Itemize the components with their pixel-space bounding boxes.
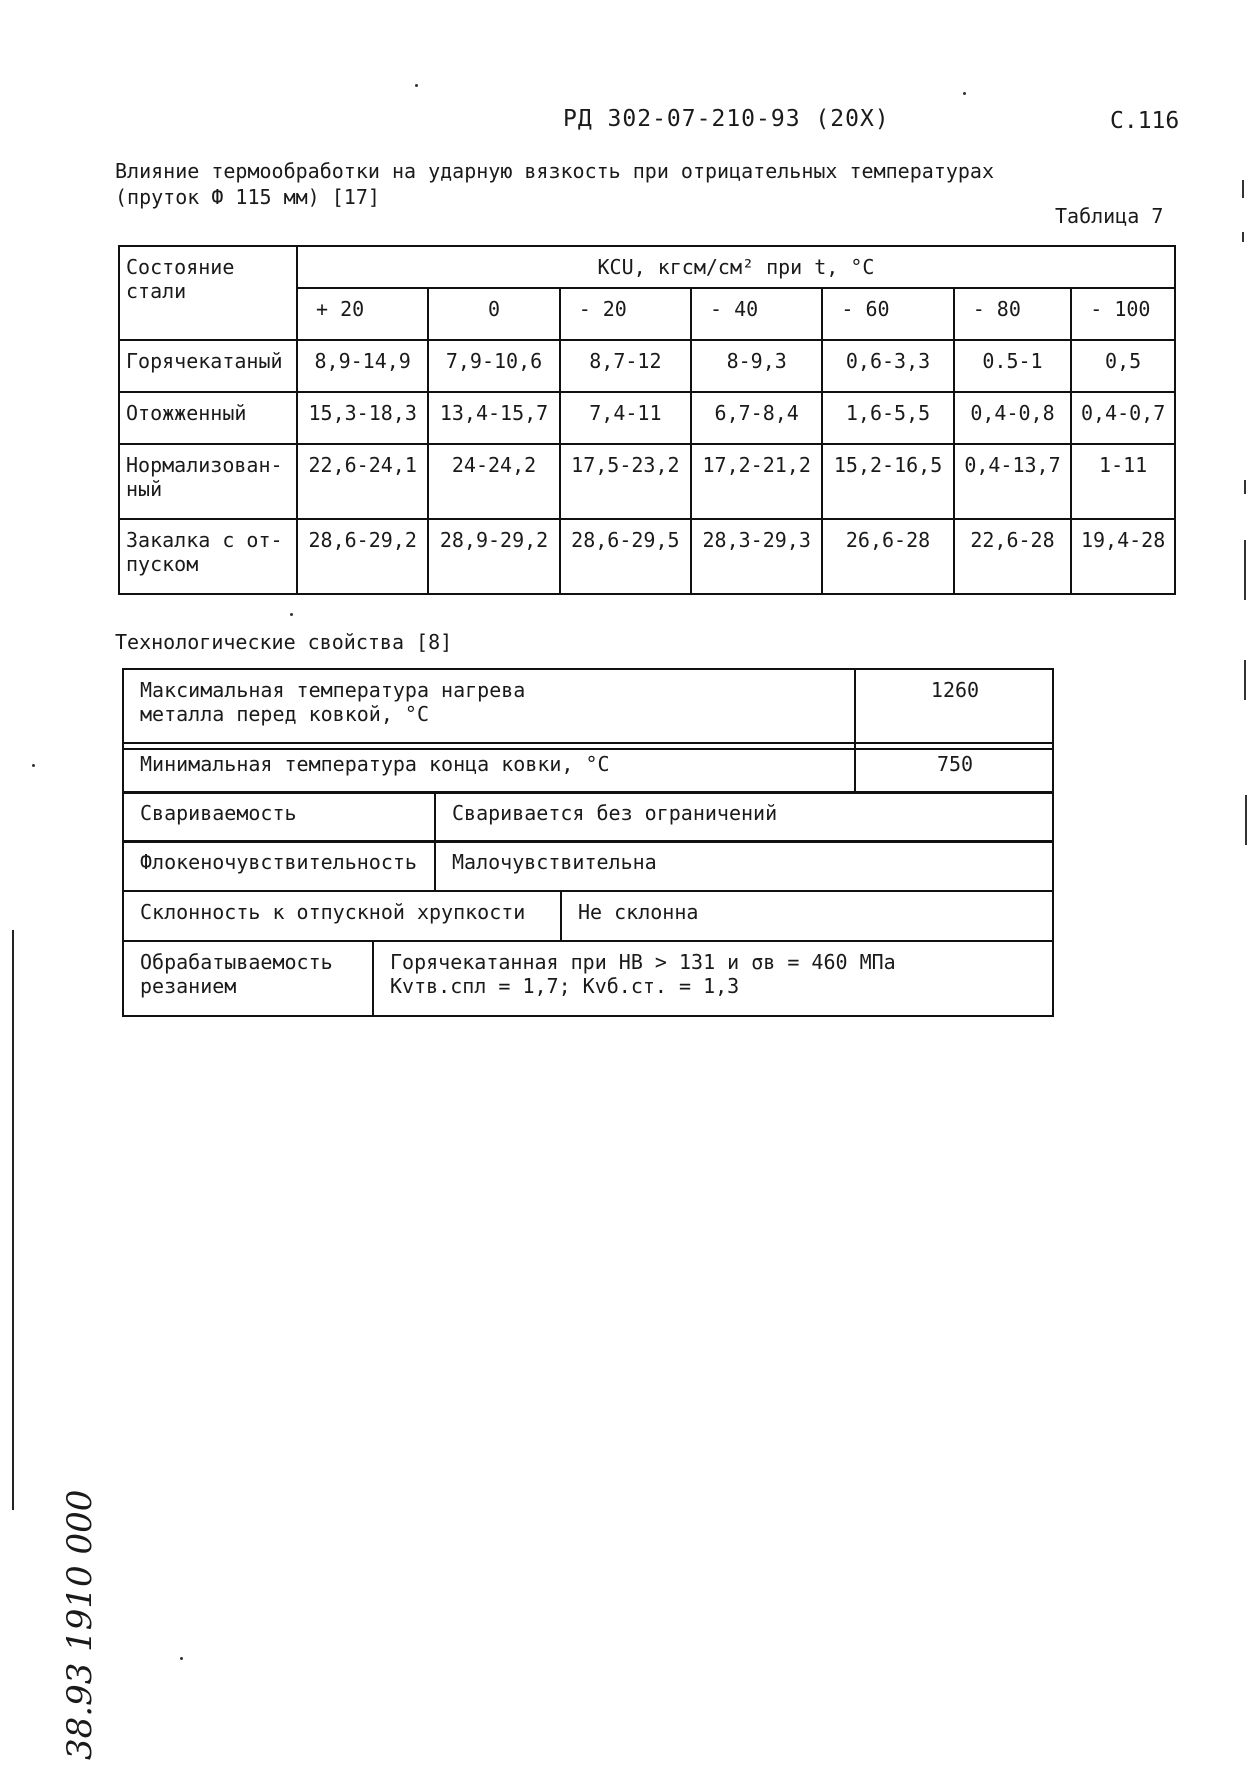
value-cell: 28,9-29,2 [428, 519, 559, 594]
tech-row-weldability [122, 791, 1054, 843]
state-cell: Нормализован- ный [119, 444, 297, 519]
flake-value: Малочувствительна [435, 841, 1053, 891]
tech-row-flake [122, 840, 1054, 892]
temp-header: + 20 [297, 288, 428, 340]
machinability-value: Горячекатанная при НВ > 131 и σв = 460 МПа Kvтв.спл = 1,7; Kvб.ст. = 1,3 [373, 941, 1053, 1016]
temp-header: - 100 [1071, 288, 1175, 340]
value-cell: 24-24,2 [428, 444, 559, 519]
value-cell: 28,6-29,2 [297, 519, 428, 594]
scan-dot [32, 764, 35, 767]
kcu-group-header: KCU, кгсм/см² при t, °С [297, 246, 1175, 288]
scan-tick-mark [1242, 180, 1244, 198]
value-cell: 17,5-23,2 [560, 444, 691, 519]
flake-label: Флокеночувствительность [123, 841, 435, 891]
value-cell: 26,6-28 [822, 519, 953, 594]
value-cell: 22,6-28 [954, 519, 1072, 594]
temper-value: Не склонна [561, 891, 1053, 941]
page-number: С.116 [1110, 108, 1180, 134]
value-cell: 17,2-21,2 [691, 444, 822, 519]
value-cell: 0,4-13,7 [954, 444, 1072, 519]
impact-toughness-table [118, 245, 1176, 595]
state-column-header: Состояние стали [119, 246, 297, 340]
table-row [119, 340, 1175, 392]
scan-tick-mark [1245, 795, 1247, 845]
scan-tick-mark [1242, 232, 1244, 242]
handwritten-margin-note: 38.93 1910 000 [60, 1489, 100, 1760]
scan-tick-mark [1244, 660, 1246, 700]
tech-row-temper [122, 890, 1054, 942]
max-temp-value: 1260 [855, 669, 1053, 749]
scan-dot [290, 613, 293, 616]
temp-header: 0 [428, 288, 559, 340]
value-cell: 15,2-16,5 [822, 444, 953, 519]
temper-label: Склонность к отпускной хрупкости [123, 891, 561, 941]
table-header-row [119, 246, 1175, 288]
table-label: Таблица 7 [1055, 204, 1164, 228]
value-cell: 15,3-18,3 [297, 392, 428, 444]
value-cell: 7,9-10,6 [428, 340, 559, 392]
temp-header: - 80 [954, 288, 1072, 340]
table-row [119, 444, 1175, 519]
state-cell: Закалка с от- пуском [119, 519, 297, 594]
scan-tick-mark [1244, 540, 1246, 600]
document-code: РД 302-07-210-93 (20Х) [563, 106, 890, 132]
tech-row-max-temp [122, 668, 1054, 750]
max-temp-label: Максимальная температура нагрева металла перед ковкой, °С [123, 669, 855, 749]
temp-header: - 20 [560, 288, 691, 340]
value-cell: 0,5 [1071, 340, 1175, 392]
value-cell: 22,6-24,1 [297, 444, 428, 519]
state-cell: Отожженный [119, 392, 297, 444]
scan-dot [415, 84, 418, 87]
value-cell: 0.5-1 [954, 340, 1072, 392]
value-cell: 7,4-11 [560, 392, 691, 444]
table-row [119, 519, 1175, 594]
value-cell: 13,4-15,7 [428, 392, 559, 444]
value-cell: 0,6-3,3 [822, 340, 953, 392]
scan-dot [963, 92, 966, 95]
machinability-label: Обрабатываемость резанием [123, 941, 373, 1016]
state-cell: Горячекатаный [119, 340, 297, 392]
value-cell: 28,3-29,3 [691, 519, 822, 594]
value-cell: 1-11 [1071, 444, 1175, 519]
table-row [119, 392, 1175, 444]
value-cell: 8,7-12 [560, 340, 691, 392]
weldability-label: Свариваемость [123, 792, 435, 842]
tech-row-min-temp [122, 742, 1054, 794]
margin-line [12, 930, 14, 1510]
value-cell: 0,4-0,7 [1071, 392, 1175, 444]
value-cell: 1,6-5,5 [822, 392, 953, 444]
value-cell: 6,7-8,4 [691, 392, 822, 444]
scan-tick-mark [1244, 480, 1246, 494]
tech-row-machinability [122, 940, 1054, 1017]
table-caption: Влияние термообработки на ударную вязкость при отрицательных температурах (пруток Ф 115 мм) [17] [115, 159, 994, 209]
min-temp-value: 750 [855, 743, 1053, 793]
temp-header: - 40 [691, 288, 822, 340]
scan-dot [180, 1657, 183, 1660]
weldability-value: Сваривается без ограничений [435, 792, 1053, 842]
value-cell: 19,4-28 [1071, 519, 1175, 594]
value-cell: 0,4-0,8 [954, 392, 1072, 444]
value-cell: 28,6-29,5 [560, 519, 691, 594]
value-cell: 8-9,3 [691, 340, 822, 392]
temp-header: - 60 [822, 288, 953, 340]
min-temp-label: Минимальная температура конца ковки, °С [123, 743, 855, 793]
value-cell: 8,9-14,9 [297, 340, 428, 392]
tech-properties-title: Технологические свойства [8] [115, 630, 453, 654]
